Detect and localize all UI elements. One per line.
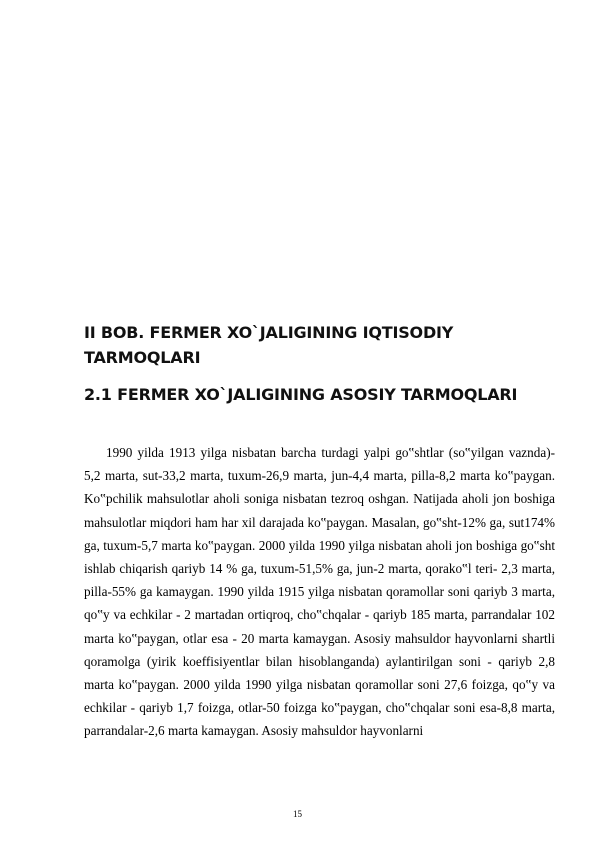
chapter-heading: II BOB. FERMER XO`JALIGINING IQTISODIY TARMOQLARI xyxy=(84,323,454,367)
body-paragraph: 1990 yilda 1913 yilga nisbatan barcha turdagi yalpi go‟shtlar (so‟yilgan vaznda)- 5,2 marta, sut-33,2 marta, tuxum-26,9 marta, jun-4,4 marta, pilla-8,2 marta ko‟paygan. Ko‟pchilik mahsulotlar aholi soniga nisbatan tezroq oshgan. Natijada aholi jon boshiga mahsulotlar miqdori ham har xil darajada ko‟paygan. Masalan, go‟sht-12% ga, sut174% ga, tuxum-5,7 marta ko‟paygan. 2000 yilda 1990 yilga nisbatan aholi jon boshiga go‟sht ishlab chiqarish qariyb 14 % ga, tuxum-51,5% ga, jun-2 marta, qorako‟l teri- 2,3 marta, pilla-55% ga kamaygan. 1990 yilda 1915 yilga nisbatan qoramollar soni qariyb 3 marta, qo‟y va echkilar - 2 martadan ortiqroq, cho‟chqalar - qariyb 185 marta, parrandalar 102 marta ko‟paygan, otlar esa - 20 marta kamaygan. Asosiy mahsuldor hayvonlarni shartli qoramolga (yirik koeffisiyentlar bilan hisoblanganda) aylantirilgan soni - qariyb 2,8 marta ko‟paygan. 2000 yilda 1990 yilga nisbatan qoramollar soni 27,6 foizga, qo‟y va echkilar - qariyb 1,7 foizga, otlar-50 foizga ko‟paygan, cho‟chqalar soni esa-8,8 marta, parrandalar-2,6 marta kamaygan. Asosiy mahsuldor hayvonlarni xyxy=(84,445,555,739)
section-heading: 2.1 FERMER XO`JALIGINING ASOSIY TARMOQLARI xyxy=(84,385,518,404)
page-number: 15 xyxy=(293,809,302,819)
